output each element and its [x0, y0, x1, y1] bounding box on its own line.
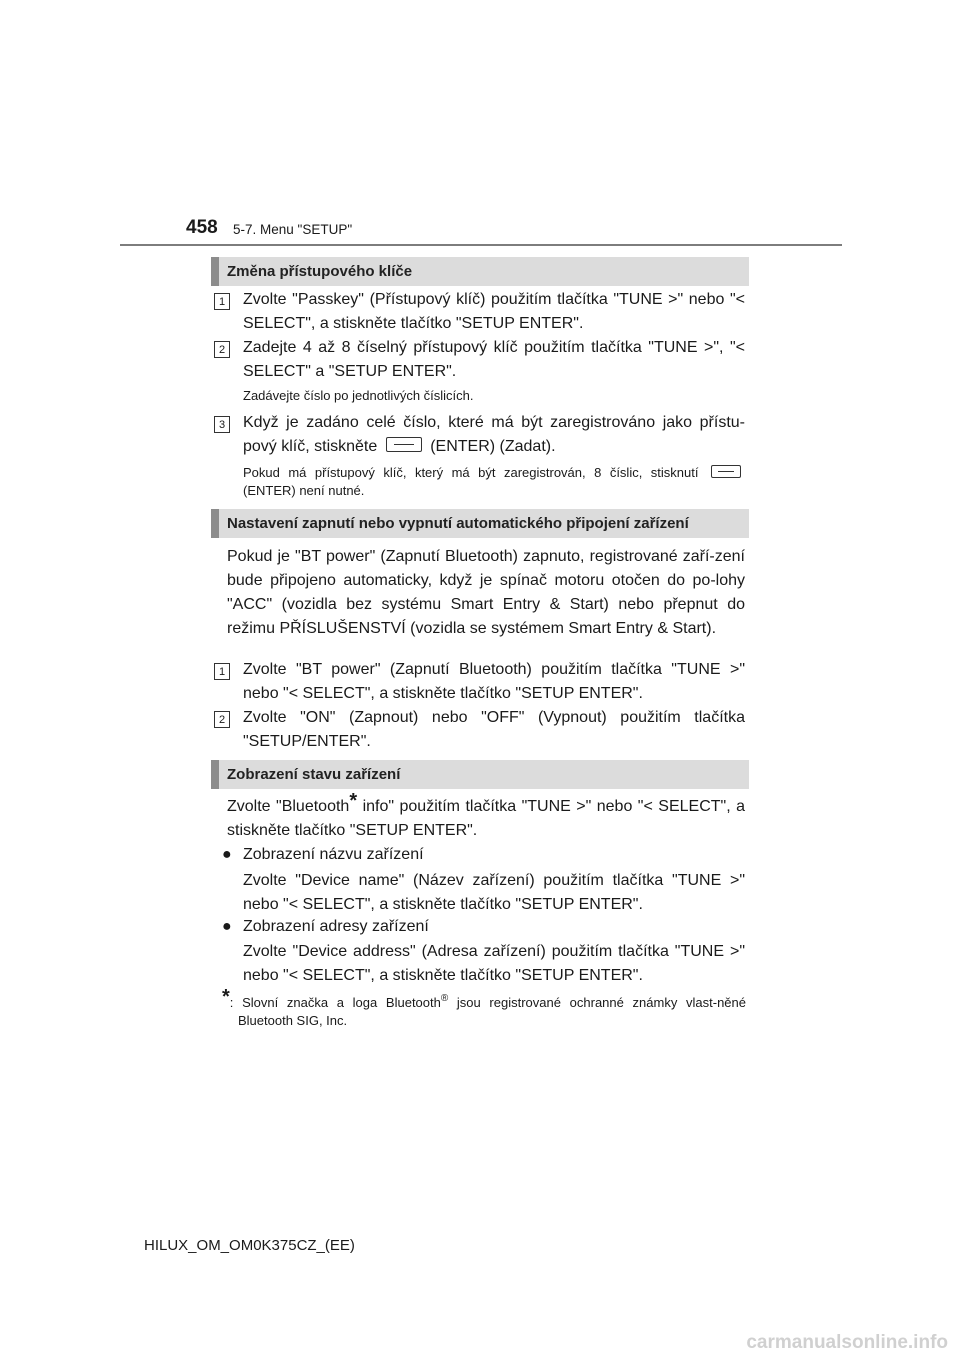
step-text-part: (ENTER) (Zadat).	[430, 438, 556, 455]
footnote-star: *	[222, 986, 230, 1008]
heading-bar	[211, 257, 219, 286]
note-text-part: (ENTER) není nutné.	[243, 483, 365, 498]
heading-passkey	[211, 257, 749, 286]
document-code: HILUX_OM_OM0K375CZ_(EE)	[144, 1237, 355, 1254]
step-number: 1	[214, 663, 230, 680]
footnote-star: *	[349, 790, 358, 812]
footnote-text-part: jsou registrované ochranné známky vlast-něné Bluetooth SIG, Inc.	[238, 995, 746, 1028]
step-number: 1	[214, 293, 230, 310]
intro-text	[227, 790, 746, 843]
section-title: 5-7. Menu "SETUP"	[233, 222, 353, 237]
note-text-part: Pokud má přístupový klíč, který má být zaregistrován, 8 číslic, stisknutí	[243, 465, 699, 480]
note-text	[243, 464, 745, 500]
heading-bar	[211, 760, 219, 789]
heading-device-status	[211, 760, 749, 789]
header-rule	[120, 244, 842, 246]
step-text: Zvolte "Passkey" (Přístupový klíč) použitím tlačítka "TUNE >" nebo "< SELECT", a stiskněte tlačítko "SETUP ENTER".	[243, 291, 745, 332]
step-number: 3	[214, 416, 230, 433]
step-text: Zvolte "ON" (Zapnout) nebo "OFF" (Vypnout) použitím tlačítka "SETUP/ENTER".	[243, 709, 745, 750]
bullet-icon: ●	[222, 918, 232, 935]
registered-mark: ®	[440, 993, 449, 1004]
enter-button-icon	[711, 465, 741, 478]
page-number: 458	[186, 217, 218, 238]
bullet-title: Zobrazení adresy zařízení	[243, 918, 429, 935]
step-text: Zvolte "BT power" (Zapnutí Bluetooth) použitím tlačítka "TUNE >" nebo "< SELECT", a stiskněte tlačítko "SETUP ENTER".	[243, 661, 745, 702]
footnote-text-part: : Slovní značka a loga Bluetooth	[229, 995, 441, 1010]
step-text	[243, 411, 745, 459]
heading-text: Nastavení zapnutí nebo vypnutí automatického připojení zařízení	[227, 515, 689, 532]
watermark: carmanualsonline.info	[746, 1332, 948, 1353]
note-text: Zadávejte číslo po jednotlivých číslicích.	[243, 388, 474, 403]
intro-text-part: info" použitím tlačítka "TUNE >" nebo "< SELECT", a stiskněte tlačítko "SETUP ENTER".	[227, 798, 746, 839]
footnote	[222, 986, 746, 1030]
heading-bar	[211, 509, 219, 538]
step-text: Zadejte 4 až 8 číselný přístupový klíč použitím tlačítka "TUNE >", "< SELECT" a "SETUP ENTER".	[243, 339, 745, 380]
step-text-part: Když je zadáno celé číslo, které má být zaregistrováno jako přístu-pový klíč, stiskněte	[243, 414, 745, 455]
bullet-text: Zvolte "Device name" (Název zařízení) použitím tlačítka "TUNE >" nebo "< SELECT", a stiskněte tlačítko "SETUP ENTER".	[243, 872, 745, 913]
bullet-icon: ●	[222, 846, 232, 863]
step-number: 2	[214, 341, 230, 358]
bullet-title: Zobrazení názvu zařízení	[243, 846, 424, 863]
heading-text: Zobrazení stavu zařízení	[227, 766, 401, 783]
heading-auto-connect	[211, 509, 749, 538]
enter-button-icon	[386, 437, 422, 452]
intro-text-part: Zvolte "Bluetooth	[227, 798, 350, 815]
bullet-text: Zvolte "Device address" (Adresa zařízení) použitím tlačítka "TUNE >" nebo "< SELECT", a stiskněte tlačítko "SETUP ENTER".	[243, 943, 745, 984]
step-number: 2	[214, 711, 230, 728]
heading-text: Změna přístupového klíče	[227, 263, 413, 280]
intro-text: Pokud je "BT power" (Zapnutí Bluetooth) zapnuto, registrované zaří-zení bude připojeno automaticky, když je spínač motoru otočen do po-lohy "ACC" (vozidla bez systému Smart Entry & Start) nebo přepnut do režimu PŘÍSLUŠENSTVÍ (vozidla se systémem Smart Entry & Start).	[227, 548, 745, 637]
